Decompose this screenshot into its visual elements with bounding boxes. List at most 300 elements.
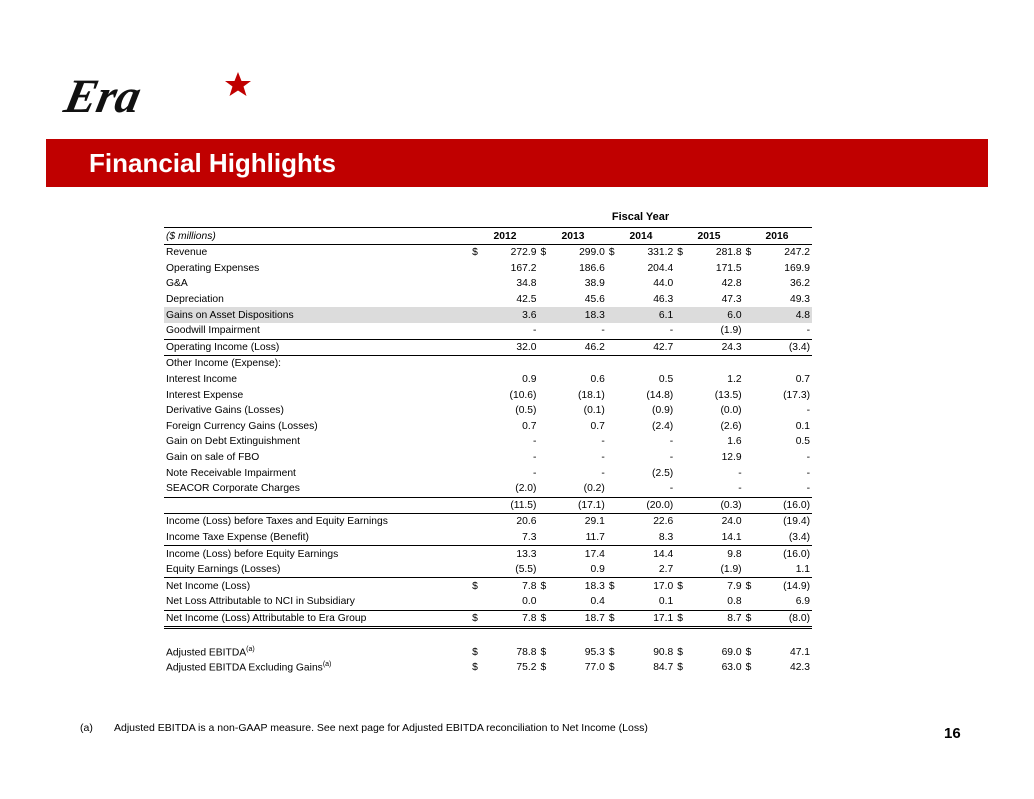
cell-value: - — [533, 325, 537, 337]
cell-value: 6.1 — [658, 309, 674, 321]
cell-value: 17.0 — [653, 580, 674, 592]
cell-value: 0.7 — [795, 374, 811, 386]
cell-value: - — [738, 467, 742, 479]
fiscal-year-label: Fiscal Year — [611, 211, 670, 223]
row-label: Depreciation — [166, 294, 224, 306]
cell-value: 1.6 — [727, 436, 742, 448]
cell-value: - — [601, 325, 605, 337]
cell-value: 6.9 — [795, 596, 811, 608]
value-cell — [470, 452, 538, 463]
value-cell — [744, 294, 812, 305]
cell-value: 42.8 — [721, 278, 742, 290]
value-cell — [470, 294, 538, 305]
currency-symbol — [675, 405, 689, 416]
cell-value: (8.0) — [788, 612, 811, 624]
value-cell — [538, 390, 606, 401]
table-row — [164, 387, 812, 403]
value-cell — [607, 483, 675, 494]
cell-value: 169.9 — [784, 262, 811, 274]
value-cell — [538, 468, 606, 479]
cell-value: (1.9) — [720, 564, 742, 576]
currency-symbol: $ — [472, 580, 478, 592]
value-cell — [538, 483, 606, 494]
row-label: G&A — [166, 278, 188, 290]
value-cell — [607, 263, 675, 274]
value-cell — [744, 310, 812, 321]
value-cell — [744, 342, 812, 353]
value-cell — [607, 421, 675, 432]
cell-value: 204.4 — [647, 262, 674, 274]
cell-value: 9.8 — [727, 548, 742, 560]
value-cell — [607, 278, 675, 289]
currency-symbol — [470, 452, 484, 463]
cell-value: (2.4) — [652, 420, 674, 432]
currency-symbol — [744, 532, 758, 543]
value-cell — [470, 278, 538, 289]
cell-value: 0.4 — [590, 596, 605, 608]
row-label: Income Taxe Expense (Benefit) — [166, 531, 309, 543]
row-label: Adjusted EBITDA$^{(a)}$ — [166, 645, 255, 659]
value-cell — [744, 278, 812, 289]
table-row — [164, 481, 812, 498]
value-cell — [675, 405, 743, 416]
row-label: Operating Expenses — [166, 262, 260, 274]
table-row — [164, 562, 812, 579]
value-cell — [744, 549, 812, 560]
currency-symbol — [607, 342, 621, 353]
cell-value: - — [669, 436, 674, 448]
currency-symbol — [470, 468, 484, 479]
currency-symbol — [538, 294, 552, 305]
currency-symbol — [538, 500, 552, 511]
currency-symbol — [470, 436, 484, 447]
value-cell — [538, 613, 606, 624]
currency-symbol — [607, 278, 621, 289]
currency-symbol — [470, 483, 484, 494]
value-cell — [607, 436, 675, 447]
cell-value: 281.8 — [715, 247, 742, 259]
currency-symbol: $ — [745, 662, 752, 674]
currency-symbol — [607, 596, 621, 607]
value-cell — [675, 581, 743, 592]
currency-symbol — [675, 421, 689, 432]
value-cell — [538, 662, 606, 673]
row-label: Revenue — [166, 247, 208, 259]
value-cell — [607, 310, 675, 321]
currency-symbol — [744, 436, 758, 447]
cell-value: 8.3 — [658, 531, 674, 543]
value-cell — [538, 325, 606, 336]
table-row — [164, 356, 812, 372]
value-cell — [538, 421, 606, 432]
currency-symbol — [675, 263, 689, 274]
currency-symbol — [538, 405, 552, 416]
cell-value: (20.0) — [646, 499, 674, 511]
currency-symbol: $ — [677, 612, 683, 624]
currency-symbol — [675, 310, 689, 321]
year-header: 2013 — [561, 230, 585, 242]
currency-symbol: $ — [677, 646, 683, 658]
cell-value: (0.0) — [720, 405, 742, 417]
value-cell — [470, 613, 538, 624]
value-cell — [470, 405, 538, 416]
row-label: Other Income (Expense): — [166, 358, 282, 370]
value-cell — [470, 468, 538, 479]
cell-value: 0.9 — [590, 564, 605, 576]
cell-value: - — [806, 452, 811, 464]
currency-symbol: $ — [608, 580, 615, 592]
cell-value: (2.6) — [720, 420, 742, 432]
value-cell — [744, 613, 812, 624]
cell-value: (11.5) — [510, 499, 537, 511]
currency-symbol — [538, 421, 552, 432]
currency-symbol — [607, 325, 621, 336]
currency-symbol — [607, 405, 621, 416]
currency-symbol — [675, 325, 689, 336]
cell-value: - — [738, 483, 742, 495]
value-cell — [675, 421, 743, 432]
value-cell — [675, 294, 743, 305]
table-row — [164, 261, 812, 277]
value-cell — [744, 405, 812, 416]
cell-value: 13.3 — [516, 548, 537, 560]
row-label: Operating Income (Loss) — [166, 341, 280, 353]
row-label: Interest Income — [166, 374, 237, 386]
cell-value: 18.7 — [584, 612, 605, 624]
value-cell — [744, 564, 812, 575]
currency-symbol — [744, 564, 758, 575]
cell-value: 7.8 — [522, 580, 537, 592]
cell-value: 0.6 — [590, 374, 605, 386]
currency-symbol — [675, 436, 689, 447]
value-cell — [607, 390, 675, 401]
currency-symbol — [538, 483, 552, 494]
value-cell — [538, 564, 606, 575]
cell-value: 75.2 — [516, 662, 537, 674]
row-label: Note Receivable Impairment — [166, 467, 296, 479]
currency-symbol: $ — [540, 646, 547, 658]
cell-value: 34.8 — [516, 278, 537, 290]
value-cell — [607, 374, 675, 385]
value-cell — [470, 647, 538, 658]
currency-symbol — [538, 564, 552, 575]
cell-value: 0.1 — [795, 420, 811, 432]
currency-symbol — [470, 532, 484, 543]
logo-wordmark: Era — [59, 70, 146, 123]
table-body — [164, 245, 812, 675]
value-cell — [470, 516, 538, 527]
value-cell — [744, 581, 812, 592]
table-row — [164, 450, 812, 466]
cell-value: 17.1 — [653, 612, 674, 624]
value-cell — [470, 390, 538, 401]
value-cell — [607, 647, 675, 658]
cell-value: 18.3 — [584, 309, 605, 321]
value-cell — [675, 263, 743, 274]
cell-value: 45.6 — [584, 294, 605, 306]
cell-value: 38.9 — [584, 278, 605, 290]
value-cell — [744, 436, 812, 447]
value-cell — [607, 532, 675, 543]
table-row — [164, 307, 812, 323]
value-cell — [744, 421, 812, 432]
table-row — [164, 578, 812, 594]
cell-value: (13.5) — [714, 389, 742, 401]
value-cell — [744, 662, 812, 673]
currency-symbol — [470, 278, 484, 289]
currency-symbol: $ — [540, 247, 547, 259]
value-cell — [744, 247, 812, 258]
cell-value: 63.0 — [721, 662, 742, 674]
currency-symbol — [470, 263, 484, 274]
footnote-reference: (a) — [246, 645, 255, 653]
value-cell — [538, 294, 606, 305]
currency-symbol: $ — [677, 580, 683, 592]
table-row — [164, 498, 812, 515]
currency-symbol — [744, 549, 758, 560]
currency-symbol: $ — [608, 612, 615, 624]
star-icon — [225, 72, 251, 96]
table-row — [164, 660, 812, 676]
cell-value: (3.4) — [788, 531, 811, 543]
value-cell — [470, 421, 538, 432]
table-row — [164, 340, 812, 357]
currency-symbol: $ — [472, 662, 478, 674]
currency-symbol — [538, 263, 552, 274]
row-label: Foreign Currency Gains (Losses) — [166, 420, 318, 432]
currency-symbol — [675, 294, 689, 305]
cell-value: 29.1 — [584, 516, 605, 528]
cell-value: (17.3) — [783, 389, 811, 401]
value-cell — [538, 247, 606, 258]
footnote — [80, 722, 648, 734]
row-label: Income (Loss) before Taxes and Equity Earnings — [166, 516, 388, 528]
value-cell — [470, 564, 538, 575]
value-cell — [675, 549, 743, 560]
currency-symbol — [675, 596, 689, 607]
cell-value: - — [533, 467, 537, 479]
value-cell — [744, 500, 812, 511]
cell-value: 78.8 — [516, 646, 537, 658]
cell-value: 44.0 — [653, 278, 674, 290]
value-cell — [744, 374, 812, 385]
value-cell — [675, 436, 743, 447]
row-label: Goodwill Impairment — [166, 325, 260, 337]
title-band — [46, 139, 988, 187]
cell-value: 47.3 — [721, 294, 742, 306]
currency-symbol — [538, 516, 552, 527]
value-cell — [470, 310, 538, 321]
currency-symbol — [744, 263, 758, 274]
table-row — [164, 530, 812, 547]
currency-symbol — [470, 516, 484, 527]
currency-symbol — [675, 532, 689, 543]
value-cell — [675, 532, 743, 543]
cell-value: 8.7 — [727, 612, 742, 624]
value-cell — [607, 613, 675, 624]
value-cell — [607, 247, 675, 258]
currency-symbol — [607, 436, 621, 447]
cell-value: 0.1 — [658, 596, 674, 608]
value-cell — [607, 325, 675, 336]
currency-symbol — [744, 342, 758, 353]
value-cell — [470, 342, 538, 353]
value-cell — [744, 452, 812, 463]
value-cell — [470, 662, 538, 673]
cell-value: 0.8 — [727, 596, 742, 608]
currency-symbol: $ — [608, 247, 615, 259]
cell-value: (17.1) — [577, 499, 605, 511]
cell-value: - — [669, 483, 674, 495]
value-cell — [538, 374, 606, 385]
value-cell — [538, 342, 606, 353]
cell-value: 32.0 — [516, 341, 537, 353]
value-cell — [538, 263, 606, 274]
cell-value: 49.3 — [789, 294, 811, 306]
table-row — [164, 419, 812, 435]
value-cell — [470, 374, 538, 385]
row-label: Equity Earnings (Losses) — [166, 564, 281, 576]
cell-value: 17.4 — [584, 548, 605, 560]
value-cell — [675, 247, 743, 258]
value-cell — [607, 516, 675, 527]
cell-value: (5.5) — [515, 564, 537, 576]
cell-value: (0.3) — [720, 499, 742, 511]
currency-symbol — [744, 483, 758, 494]
currency-symbol — [607, 421, 621, 432]
currency-symbol — [470, 325, 484, 336]
era-logo — [59, 66, 250, 123]
cell-value: (16.0) — [783, 499, 811, 511]
cell-value: 42.7 — [653, 341, 674, 353]
currency-symbol — [538, 549, 552, 560]
cell-value: 0.5 — [658, 374, 674, 386]
cell-value: (14.8) — [646, 389, 674, 401]
cell-value: 42.3 — [789, 662, 811, 674]
row-label: Income (Loss) before Equity Earnings — [166, 548, 339, 560]
cell-value: (0.1) — [583, 405, 605, 417]
currency-symbol: $ — [608, 662, 615, 674]
cell-value: (16.0) — [783, 548, 811, 560]
value-cell — [538, 500, 606, 511]
value-cell — [538, 647, 606, 658]
table-row — [164, 594, 812, 611]
currency-symbol — [538, 596, 552, 607]
currency-symbol — [744, 390, 758, 401]
currency-symbol — [538, 532, 552, 543]
currency-symbol — [744, 374, 758, 385]
currency-symbol — [538, 374, 552, 385]
table-row — [164, 514, 812, 530]
value-cell — [675, 564, 743, 575]
value-cell — [675, 613, 743, 624]
table-row — [164, 292, 812, 308]
value-cell — [538, 549, 606, 560]
currency-symbol — [538, 325, 552, 336]
value-cell — [675, 596, 743, 607]
value-cell — [470, 325, 538, 336]
year-header: 2015 — [697, 230, 721, 242]
row-label: Gain on sale of FBO — [166, 452, 260, 464]
cell-value: 4.8 — [795, 309, 811, 321]
page-title: Financial Highlights — [89, 148, 337, 178]
footnote-text: Adjusted EBITDA is a non-GAAP measure. See next page for Adjusted EBITDA reconciliation to Net Income (Loss) — [114, 722, 648, 734]
value-cell — [470, 596, 538, 607]
table-row — [164, 276, 812, 292]
cell-value: - — [601, 452, 605, 464]
value-cell — [470, 263, 538, 274]
currency-symbol — [744, 405, 758, 416]
value-cell — [675, 310, 743, 321]
value-cell — [538, 310, 606, 321]
currency-symbol — [470, 564, 484, 575]
table-header-row — [164, 228, 812, 245]
value-cell — [744, 532, 812, 543]
currency-symbol — [470, 405, 484, 416]
cell-value: 0.7 — [522, 420, 537, 432]
currency-symbol: $ — [745, 646, 752, 658]
currency-symbol — [470, 310, 484, 321]
value-cell — [675, 325, 743, 336]
cell-value: - — [806, 483, 811, 495]
cell-value: (19.4) — [783, 516, 811, 528]
cell-value: - — [806, 405, 811, 417]
row-label: Net Income (Loss) — [166, 580, 251, 592]
cell-value: 24.0 — [721, 516, 742, 528]
currency-symbol — [675, 516, 689, 527]
value-cell — [470, 436, 538, 447]
currency-symbol — [744, 421, 758, 432]
table-row — [164, 372, 812, 388]
row-label: Interest Expense — [166, 389, 244, 401]
value-cell — [675, 374, 743, 385]
cell-value: 0.7 — [590, 420, 605, 432]
currency-symbol — [675, 468, 689, 479]
value-cell — [744, 390, 812, 401]
cell-value: 42.5 — [516, 294, 537, 306]
currency-symbol: $ — [540, 580, 547, 592]
currency-symbol: $ — [540, 612, 547, 624]
value-cell — [675, 390, 743, 401]
currency-symbol — [675, 374, 689, 385]
value-cell — [744, 483, 812, 494]
cell-value: 11.7 — [585, 531, 605, 543]
currency-symbol — [744, 278, 758, 289]
currency-symbol — [675, 500, 689, 511]
cell-value: (2.5) — [652, 467, 674, 479]
cell-value: 24.3 — [721, 341, 742, 353]
currency-symbol — [470, 374, 484, 385]
cell-value: - — [669, 452, 674, 464]
currency-symbol — [607, 390, 621, 401]
cell-value: 167.2 — [510, 262, 537, 274]
cell-value: 171.5 — [715, 262, 742, 274]
row-label: Derivative Gains (Losses) — [166, 405, 284, 417]
cell-value: 12.9 — [721, 452, 742, 464]
currency-symbol: $ — [472, 612, 478, 624]
currency-symbol: $ — [540, 662, 547, 674]
row-label: Gain on Debt Extinguishment — [166, 436, 300, 448]
currency-symbol — [470, 549, 484, 560]
cell-value: 6.0 — [727, 309, 742, 321]
value-cell — [470, 581, 538, 592]
cell-value: 331.2 — [647, 247, 674, 259]
cell-value: 0.9 — [522, 374, 537, 386]
cell-value: 299.0 — [579, 247, 605, 259]
value-cell — [744, 516, 812, 527]
value-cell — [607, 581, 675, 592]
cell-value: (1.9) — [720, 325, 742, 337]
